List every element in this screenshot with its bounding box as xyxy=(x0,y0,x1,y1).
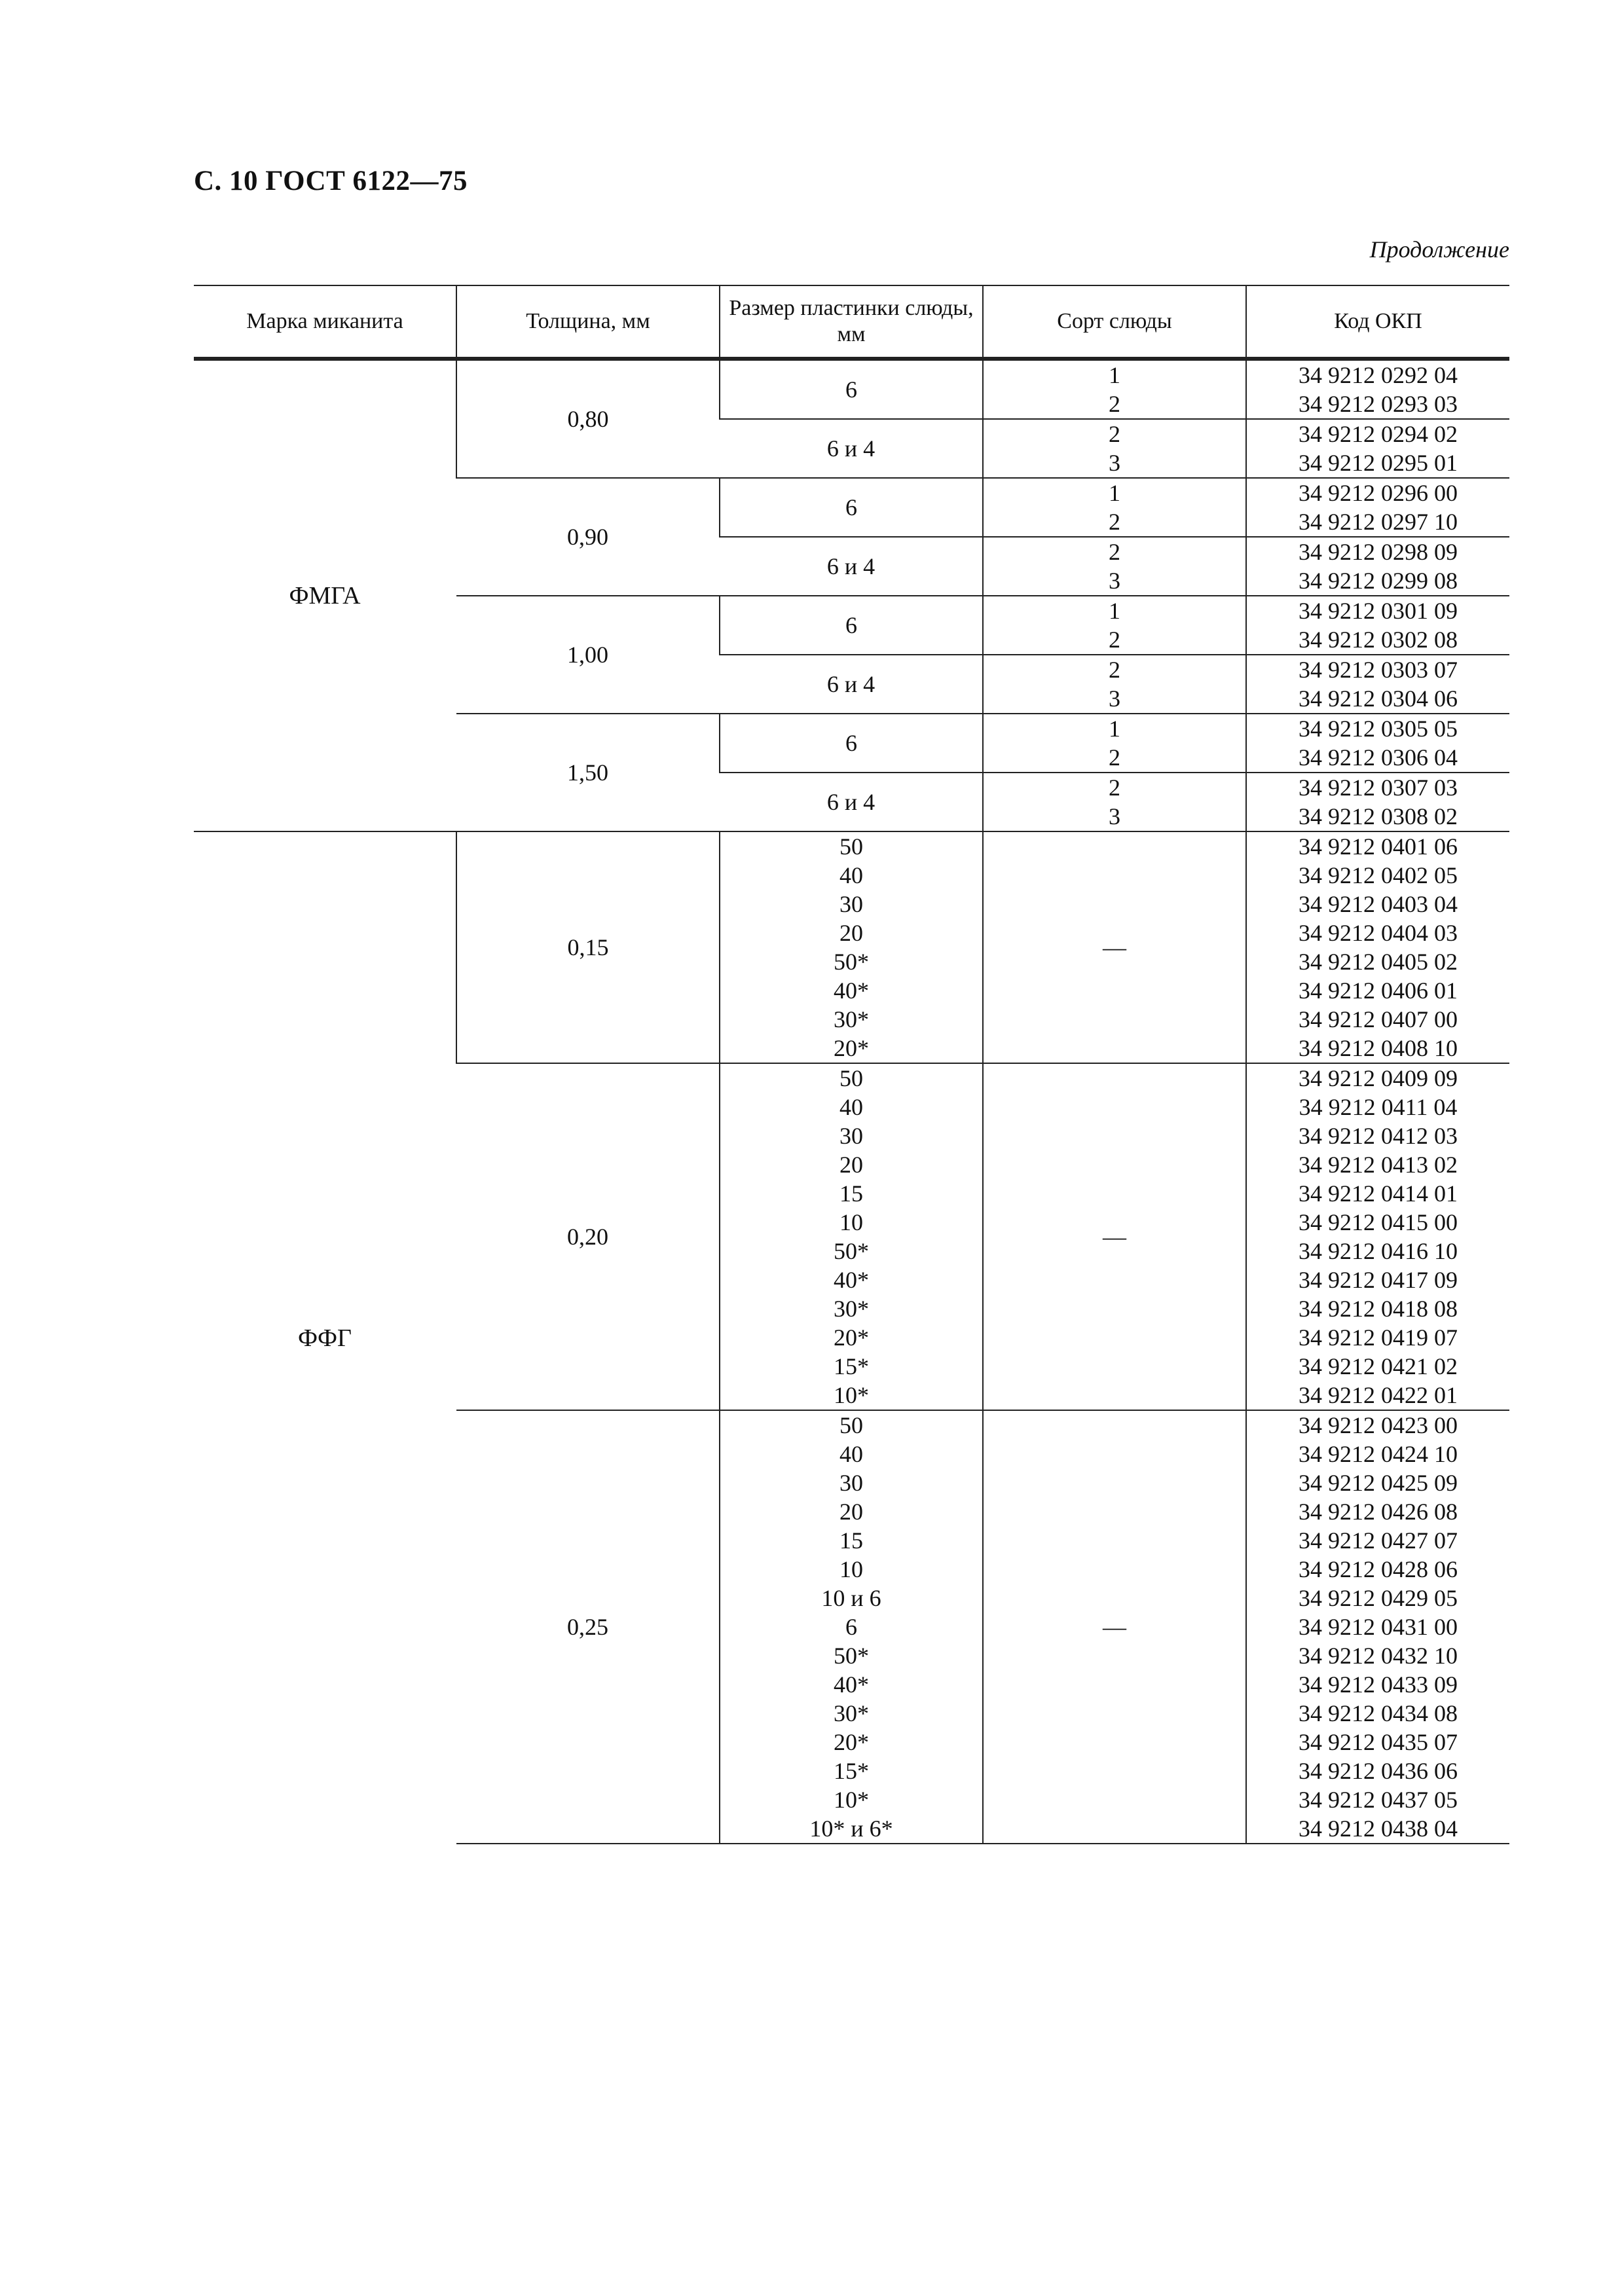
plate-size-cell-line: 30 xyxy=(839,1123,863,1149)
mica-sort-cell xyxy=(983,773,1246,831)
okp-code-cell-line: 34 9212 0413 02 xyxy=(1299,1152,1458,1178)
okp-code-cell-line: 34 9212 0294 02 xyxy=(1299,421,1458,447)
okp-code-cell-line: 34 9212 0299 08 xyxy=(1299,568,1458,594)
mica-sort-cell xyxy=(983,714,1246,773)
mica-sort-cell-line: — xyxy=(1103,1614,1126,1640)
okp-code-cell-line: 34 9212 0417 09 xyxy=(1299,1267,1458,1293)
okp-code-cell-line: 34 9212 0302 08 xyxy=(1299,627,1458,653)
plate-size-cell xyxy=(720,831,983,1063)
okp-code-cell xyxy=(1246,773,1509,831)
okp-code-cell-line: 34 9212 0428 06 xyxy=(1299,1556,1458,1582)
plate-size-cell-line: 30* xyxy=(834,1006,869,1032)
okp-code-cell-line: 34 9212 0429 05 xyxy=(1299,1585,1458,1611)
okp-code-cell-line: 34 9212 0298 09 xyxy=(1299,539,1458,565)
okp-code-cell-line: 34 9212 0418 08 xyxy=(1299,1296,1458,1322)
mica-sort-cell-line: 2 xyxy=(1109,744,1120,771)
plate-size-cell-line: 50* xyxy=(834,1643,869,1669)
okp-code-cell-line: 34 9212 0304 06 xyxy=(1299,685,1458,712)
okp-code-cell-line: 34 9212 0425 09 xyxy=(1299,1470,1458,1496)
okp-code-cell-line: 34 9212 0406 01 xyxy=(1299,977,1458,1004)
okp-code-cell-line: 34 9212 0424 10 xyxy=(1299,1441,1458,1467)
okp-code-cell-line: 34 9212 0293 03 xyxy=(1299,391,1458,417)
thickness-cell: 1,00 xyxy=(456,596,720,714)
thickness-cell: 0,80 xyxy=(456,359,720,478)
plate-size-cell-line: 20 xyxy=(839,1499,863,1525)
okp-code-cell-line: 34 9212 0431 00 xyxy=(1299,1614,1458,1640)
okp-code-cell-line: 34 9212 0405 02 xyxy=(1299,949,1458,975)
mica-sort-cell-line: 3 xyxy=(1109,685,1120,712)
plate-size-cell-line: 40* xyxy=(834,977,869,1004)
plate-size-cell-line: 50* xyxy=(834,949,869,975)
thickness-cell: 0,15 xyxy=(456,831,720,1063)
plate-size-cell-line: 20 xyxy=(839,1152,863,1178)
okp-code-cell xyxy=(1246,419,1509,478)
plate-size-cell xyxy=(720,1063,983,1410)
plate-size-cell-line: 6 xyxy=(845,1614,857,1640)
mica-sort-cell-line: 1 xyxy=(1109,480,1120,506)
okp-code-cell-line: 34 9212 0416 10 xyxy=(1299,1238,1458,1264)
table-body xyxy=(194,359,1509,1844)
okp-code-cell-line: 34 9212 0307 03 xyxy=(1299,774,1458,801)
okp-code-cell xyxy=(1246,596,1509,655)
okp-code-cell-line: 34 9212 0308 02 xyxy=(1299,803,1458,829)
okp-code-cell-line: 34 9212 0422 01 xyxy=(1299,1382,1458,1408)
okp-code-cell-line: 34 9212 0427 07 xyxy=(1299,1527,1458,1554)
okp-code-cell-line: 34 9212 0438 04 xyxy=(1299,1815,1458,1842)
mica-sort-cell-line: 1 xyxy=(1109,598,1120,624)
mica-sort-cell-line: 2 xyxy=(1109,509,1120,535)
plate-size-cell-line: 15 xyxy=(839,1527,863,1554)
plate-size-cell-line: 6 и 4 xyxy=(826,789,876,815)
mica-sort-cell xyxy=(983,537,1246,596)
mica-sort-cell-line: 3 xyxy=(1109,803,1120,829)
okp-code-cell xyxy=(1246,478,1509,537)
okp-code-cell-line: 34 9212 0401 06 xyxy=(1299,833,1458,860)
plate-size-cell xyxy=(720,419,983,478)
plate-size-cell-line: 15* xyxy=(834,1353,869,1379)
plate-size-cell-line: 40* xyxy=(834,1671,869,1698)
okp-code-cell-line: 34 9212 0409 09 xyxy=(1299,1065,1458,1091)
mica-sort-cell-line: 3 xyxy=(1109,568,1120,594)
plate-size-cell-line: 10* и 6* xyxy=(809,1815,893,1842)
okp-code-cell-line: 34 9212 0423 00 xyxy=(1299,1412,1458,1438)
plate-size-cell-line: 50* xyxy=(834,1238,869,1264)
mica-sort-cell-line: — xyxy=(1103,1224,1126,1250)
plate-size-cell xyxy=(720,773,983,831)
okp-code-cell-line: 34 9212 0296 00 xyxy=(1299,480,1458,506)
thickness-cell: 1,50 xyxy=(456,714,720,831)
header-plate-size: Размер пластинки слюды, мм xyxy=(720,285,983,359)
mica-sort-cell xyxy=(983,359,1246,419)
okp-code-cell xyxy=(1246,359,1509,419)
okp-code-cell xyxy=(1246,1063,1509,1410)
okp-code-cell-line: 34 9212 0306 04 xyxy=(1299,744,1458,771)
plate-size-cell xyxy=(720,655,983,714)
plate-size-cell-line: 6 и 4 xyxy=(826,553,876,579)
okp-code-table xyxy=(194,285,1509,1844)
okp-code-cell-line: 34 9212 0434 08 xyxy=(1299,1700,1458,1726)
plate-size-cell-line: 15* xyxy=(834,1758,869,1784)
okp-code-cell-line: 34 9212 0419 07 xyxy=(1299,1324,1458,1351)
plate-size-cell-line: 30* xyxy=(834,1296,869,1322)
plate-size-cell xyxy=(720,1410,983,1844)
mica-sort-cell-line: 2 xyxy=(1109,627,1120,653)
plate-size-cell xyxy=(720,478,983,537)
header-mica-sort: Сорт слюды xyxy=(983,285,1246,359)
okp-code-cell-line: 34 9212 0303 07 xyxy=(1299,657,1458,683)
okp-code-cell-line: 34 9212 0436 06 xyxy=(1299,1758,1458,1784)
thickness-cell: 0,20 xyxy=(456,1063,720,1410)
plate-size-cell-line: 10* xyxy=(834,1787,869,1813)
plate-size-cell-line: 6 xyxy=(845,376,857,403)
mica-sort-cell xyxy=(983,831,1246,1063)
mica-sort-cell-line: 2 xyxy=(1109,539,1120,565)
plate-size-cell-line: 20* xyxy=(834,1324,869,1351)
okp-code-cell-line: 34 9212 0402 05 xyxy=(1299,862,1458,888)
table-header-row xyxy=(194,285,1509,359)
thickness-cell: 0,25 xyxy=(456,1410,720,1844)
okp-code-cell-line: 34 9212 0437 05 xyxy=(1299,1787,1458,1813)
mica-sort-cell-line: 1 xyxy=(1109,716,1120,742)
plate-size-cell-line: 40 xyxy=(839,862,863,888)
plate-size-cell-line: 20 xyxy=(839,920,863,946)
plate-size-cell-line: 6 xyxy=(845,612,857,638)
table-row xyxy=(194,831,1509,1063)
plate-size-cell xyxy=(720,596,983,655)
okp-code-cell-line: 34 9212 0415 00 xyxy=(1299,1209,1458,1235)
plate-size-cell-line: 40* xyxy=(834,1267,869,1293)
plate-size-cell-line: 10 и 6 xyxy=(821,1585,881,1611)
header-thickness: Толщина, мм xyxy=(456,285,720,359)
okp-code-cell xyxy=(1246,714,1509,773)
mica-sort-cell xyxy=(983,596,1246,655)
mica-sort-cell xyxy=(983,1410,1246,1844)
plate-size-cell-line: 50 xyxy=(839,1065,863,1091)
continuation-label: Продолжение xyxy=(1369,236,1509,263)
mica-sort-cell-line: 3 xyxy=(1109,450,1120,476)
mica-sort-cell xyxy=(983,478,1246,537)
mica-sort-cell-line: 1 xyxy=(1109,362,1120,388)
header-grade: Марка миканита xyxy=(194,285,456,359)
okp-code-cell-line: 34 9212 0433 09 xyxy=(1299,1671,1458,1698)
plate-size-cell-line: 6 и 4 xyxy=(826,435,876,462)
plate-size-cell xyxy=(720,537,983,596)
mica-sort-cell xyxy=(983,419,1246,478)
mica-sort-cell-line: 2 xyxy=(1109,657,1120,683)
table-row xyxy=(194,359,1509,419)
plate-size-cell-line: 20* xyxy=(834,1729,869,1755)
mica-sort-cell-line: 2 xyxy=(1109,391,1120,417)
okp-code-cell-line: 34 9212 0292 04 xyxy=(1299,362,1458,388)
plate-size-cell-line: 10* xyxy=(834,1382,869,1408)
mica-sort-cell-line: — xyxy=(1103,934,1126,960)
thickness-cell: 0,90 xyxy=(456,478,720,596)
plate-size-cell-line: 50 xyxy=(839,833,863,860)
okp-code-cell-line: 34 9212 0407 00 xyxy=(1299,1006,1458,1032)
okp-code-cell-line: 34 9212 0403 04 xyxy=(1299,891,1458,917)
mica-grade-cell: ФФГ xyxy=(194,831,456,1844)
okp-code-cell-line: 34 9212 0404 03 xyxy=(1299,920,1458,946)
plate-size-cell-line: 20* xyxy=(834,1035,869,1061)
okp-code-cell xyxy=(1246,831,1509,1063)
mica-sort-cell xyxy=(983,1063,1246,1410)
plate-size-cell-line: 30 xyxy=(839,1470,863,1496)
plate-size-cell-line: 50 xyxy=(839,1412,863,1438)
okp-code-cell-line: 34 9212 0412 03 xyxy=(1299,1123,1458,1149)
okp-code-cell-line: 34 9212 0295 01 xyxy=(1299,450,1458,476)
okp-code-cell-line: 34 9212 0408 10 xyxy=(1299,1035,1458,1061)
plate-size-cell-line: 10 xyxy=(839,1209,863,1235)
page-header: С. 10 ГОСТ 6122—75 xyxy=(194,166,468,196)
plate-size-cell-line: 6 и 4 xyxy=(826,671,876,697)
plate-size-cell-line: 6 xyxy=(845,494,857,520)
plate-size-cell-line: 40 xyxy=(839,1441,863,1467)
plate-size-cell-line: 40 xyxy=(839,1094,863,1120)
mica-sort-cell-line: 2 xyxy=(1109,421,1120,447)
okp-code-cell-line: 34 9212 0435 07 xyxy=(1299,1729,1458,1755)
plate-size-cell-line: 30* xyxy=(834,1700,869,1726)
plate-size-cell-line: 30 xyxy=(839,891,863,917)
okp-code-cell-line: 34 9212 0305 05 xyxy=(1299,716,1458,742)
plate-size-cell-line: 15 xyxy=(839,1180,863,1207)
plate-size-cell xyxy=(720,359,983,419)
okp-code-cell-line: 34 9212 0297 10 xyxy=(1299,509,1458,535)
mica-grade-cell: ФМГА xyxy=(194,359,456,831)
plate-size-cell xyxy=(720,714,983,773)
okp-code-cell-line: 34 9212 0421 02 xyxy=(1299,1353,1458,1379)
okp-code-cell-line: 34 9212 0432 10 xyxy=(1299,1643,1458,1669)
okp-code-cell xyxy=(1246,1410,1509,1844)
plate-size-cell-line: 6 xyxy=(845,730,857,756)
okp-code-cell xyxy=(1246,655,1509,714)
mica-sort-cell-line: 2 xyxy=(1109,774,1120,801)
mica-sort-cell xyxy=(983,655,1246,714)
okp-code-cell xyxy=(1246,537,1509,596)
okp-code-cell-line: 34 9212 0411 04 xyxy=(1299,1094,1458,1120)
okp-code-cell-line: 34 9212 0301 09 xyxy=(1299,598,1458,624)
okp-code-cell-line: 34 9212 0414 01 xyxy=(1299,1180,1458,1207)
header-okp-code: Код ОКП xyxy=(1246,285,1509,359)
okp-code-cell-line: 34 9212 0426 08 xyxy=(1299,1499,1458,1525)
plate-size-cell-line: 10 xyxy=(839,1556,863,1582)
